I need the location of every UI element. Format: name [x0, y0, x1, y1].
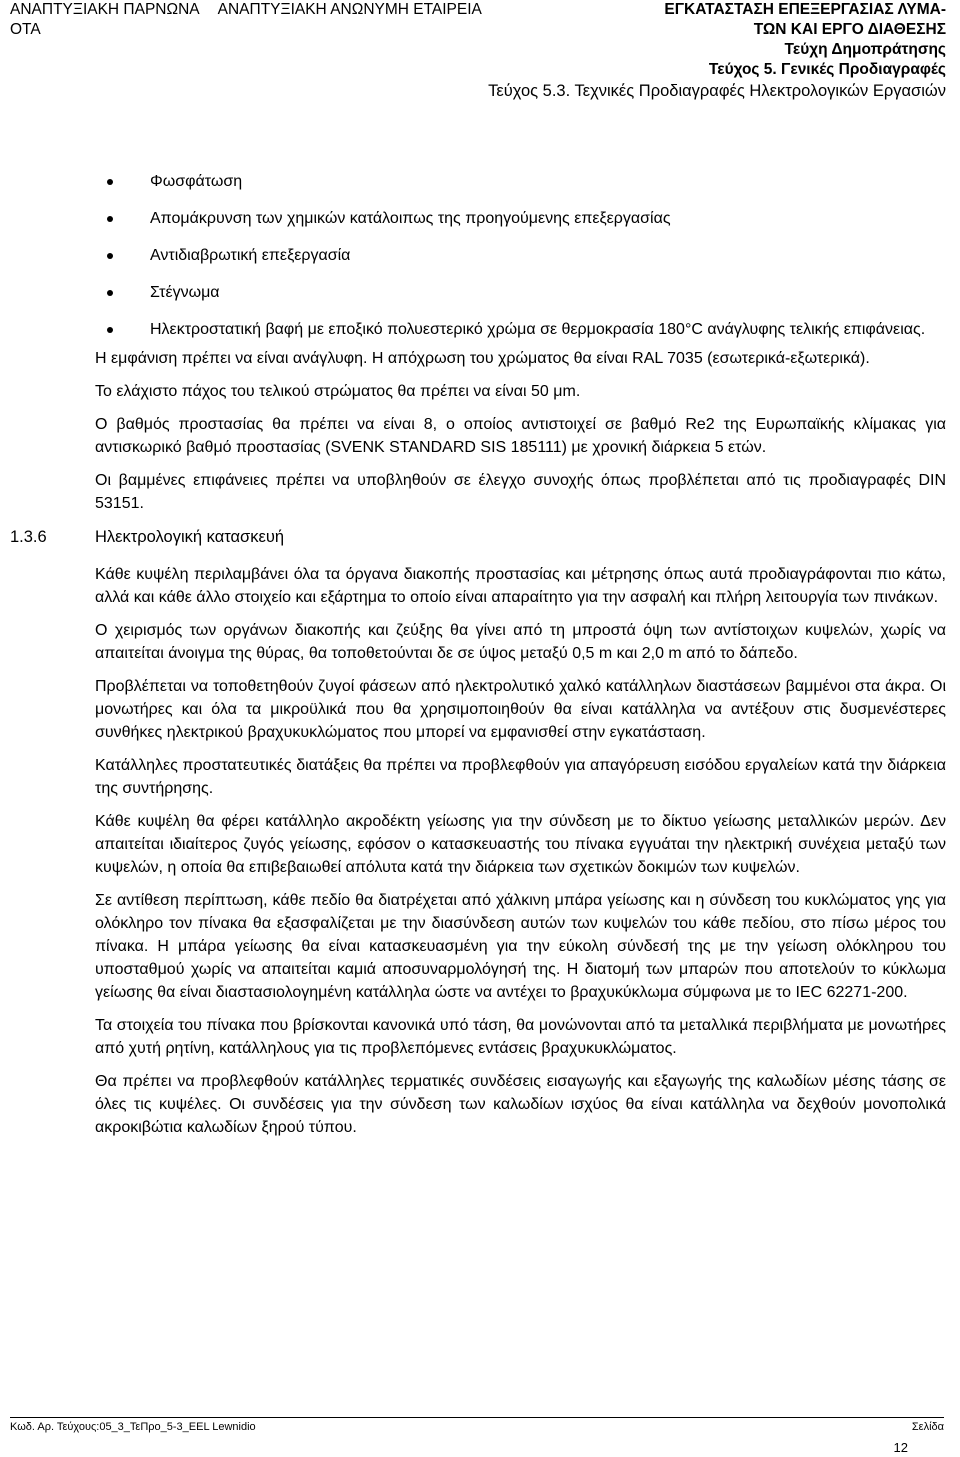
footer-document-code: Κωδ. Αρ. Τεύχους:05_3_ΤεΠρο_5-3_EEL Lewnidio — [10, 1421, 256, 1433]
paragraph: Ο χειρισμός των οργάνων διακοπής και ζεύξης θα γίνει από τη μπροστά όψη των αντίστοιχων κυψελών, χωρίς να απαιτείται άνοιγμα της θύρας, θα τοποθετούνται δε σε ύψος μεταξύ 0,5 m και 2,0 m από το δάπεδο. — [95, 622, 946, 662]
header-volume-title: Τεύχη Δημοπράτησης — [784, 41, 946, 58]
header-right — [626, 0, 946, 80]
header-org-2: ΑΝΑΠΤΥΞΙΑΚΗ ΑΝΩΝΥΜΗ ΕΤΑΙΡΕΙΑ — [217, 1, 482, 18]
section-number: 1.3.6 — [10, 528, 47, 546]
document-body — [0, 170, 960, 1149]
paragraph: Θα πρέπει να προβλεφθούν κατάλληλες τερματικές συνδέσεις εισαγωγής και εξαγωγής της καλωδίων μέσης τάσης σε όλες τις κυψέλες. Οι συνδέσεις για την σύνδεση των καλωδίων ισχύος θα είναι κατάλληλα να δεχθούν μονοπολικά ακροκιβώτια καλωδίων ξηρού τύπου. — [95, 1073, 946, 1136]
list-item: Στέγνωμα — [0, 281, 960, 304]
header-left — [10, 0, 610, 40]
paragraph: Το ελάχιστο πάχος του τελικού στρώματος θα πρέπει να είναι 50 μm. — [95, 383, 581, 400]
paragraph: Κάθε κυψέλη θα φέρει κατάλληλο ακροδέκτη γείωσης για την σύνδεση με το δίκτυο γείωσης μεταλλικών μερών. Δεν απαιτείται ιδιαίτερος ζυγός γείωσης, εφόσον ο κατασκευαστής του πίνακα εγγυάται την ηλεκτρική συνέχεια μεταξύ των κυψελών, η οποία θα επιβεβαιωθεί απόλυτα κατά την διάρκεια των σχετικών δοκιμών των κυψελών. — [95, 813, 946, 876]
header-org-3: ΟΤΑ — [10, 21, 41, 38]
paragraph: Σε αντίθεση περίπτωση, κάθε πεδίο θα διατρέχεται από χάλκινη μπάρα γείωσης και η σύνδεση του κυκλώματος γης για ολόκληρο τον πίνακα θα εξασφαλίζεται με την διασύνδεση αυτών των κυψελών του κάθε πεδίου, στο πίσω μέρος του πίνακα. Η μπάρα γείωσης θα είναι κατασκευασμένη για την εύκολη σύνδεσή της με την γείωση ολόκληρου του υποσταθμού χωρίς να απαιτείται καμιά αποσυναρμολόγησή της. Η διατομή των μπαρών που αποτελούν το κύκλωμα γείωσης θα είναι διαστασιολογημένη κατάλληλα ώστε να αντέχει το βραχυκύκλωμα σύμφωνα με το IEC 62271-200. — [95, 892, 946, 1001]
paragraph: Οι βαμμένες επιφάνειες πρέπει να υποβληθούν σε έλεγχο συνοχής όπως προβλέπεται από τις προδιαγραφές DIN 53151. — [95, 472, 946, 512]
bullet-icon — [107, 179, 113, 185]
header-subtitle: Τεύχος 5.3. Τεχνικές Προδιαγραφές Ηλεκτρολογικών Εργασιών — [488, 82, 946, 100]
header-org-1: ΑΝΑΠΤΥΞΙΑΚΗ ΠΑΡΝΩΝΑ — [10, 1, 200, 18]
footer-page-label: Σελίδα — [911, 1421, 944, 1433]
section-heading — [10, 525, 960, 549]
paragraph: Ο βαθμός προστασίας θα πρέπει να είναι 8, ο οποίος αντιστοιχεί σε βαθμό Re2 της Ευρωπαϊκής κλίμακας για αντισκωρικό βαθμό προστασίας (SVENK STANDARD SIS 185111) με χρονική διάρκεια 5 ετών. — [95, 416, 946, 456]
header-project-line1: ΕΓΚΑΤΑΣΤΑΣΗ ΕΠΕΞΕΡΓΑΣΙΑΣ ΛΥΜΑ- — [664, 1, 946, 18]
list-item: Ηλεκτροστατική βαφή με εποξικό πολυεστερικό χρώμα σε θερμοκρασία 180°C ανάγλυφης τελικής επιφάνειας. — [0, 318, 960, 341]
paragraph: Κατάλληλες προστατευτικές διατάξεις θα πρέπει να προβλεφθούν για απαγόρευση εισόδου εργαλείων κατά την διάρκεια της συντήρησης. — [95, 757, 946, 797]
section-title: Ηλεκτρολογική κατασκευή — [95, 528, 285, 546]
paragraph: Τα στοιχεία του πίνακα που βρίσκονται κανονικά υπό τάση, θα μονώνονται από τα μεταλλικά περιβλήματα με μονωτήρες από χυτή ρητίνη, κατάλληλους για τις προβλεπόμενες εντάσεις βραχυκυκλώματος. — [95, 1017, 946, 1057]
list-item: Αντιδιαβρωτική επεξεργασία — [0, 244, 960, 267]
bullet-icon — [107, 327, 113, 333]
footer-divider — [10, 1417, 944, 1418]
bullet-list — [0, 170, 960, 341]
bullet-icon — [107, 290, 113, 296]
paragraph: Κάθε κυψέλη περιλαμβάνει όλα τα όργανα διακοπής προστασίας και μέτρησης όπως αυτά προδιαγράφονται πιο κάτω, αλλά και κάθε άλλο στοιχείο και εξάρτημα το οποίο είναι απαραίτητο για την ασφαλή και πλήρη λειτουργία των πινάκων. — [95, 566, 946, 606]
header-project-line2: ΤΩΝ ΚΑΙ ΕΡΓΟ ΔΙΑΘΕΣΗΣ — [753, 21, 946, 38]
paragraph: Η εμφάνιση πρέπει να είναι ανάγλυφη. Η απόχρωση του χρώματος θα είναι RAL 7035 (εσωτερικά-εξωτερικά). — [95, 350, 870, 367]
list-item: Φωσφάτωση — [0, 170, 960, 193]
footer — [10, 1420, 944, 1434]
list-item: Απομάκρυνση των χημικών κατάλοιπως της προηγούμενης επεξεργασίας — [0, 207, 960, 230]
bullet-icon — [107, 253, 113, 259]
bullet-icon — [107, 216, 113, 222]
header-volume-number: Τεύχος 5. Γενικές Προδιαγραφές — [708, 61, 946, 78]
paragraph: Προβλέπεται να τοποθετηθούν ζυγοί φάσεων από ηλεκτρολυτικό χαλκό κατάλληλων διαστάσεων βαμμένοι στα άκρα. Οι μονωτήρες και όλα τα μικροϋλικά που θα χρησιμοποιηθούν θα είναι κατάλληλα να αντέξουν στις δυσμενέστερες συνθήκες ηλεκτρικού βραχυκυκλώματος που μπορεί να εμφανισθεί στην εγκατάσταση. — [95, 678, 946, 741]
page-number: 12 — [893, 1440, 908, 1455]
